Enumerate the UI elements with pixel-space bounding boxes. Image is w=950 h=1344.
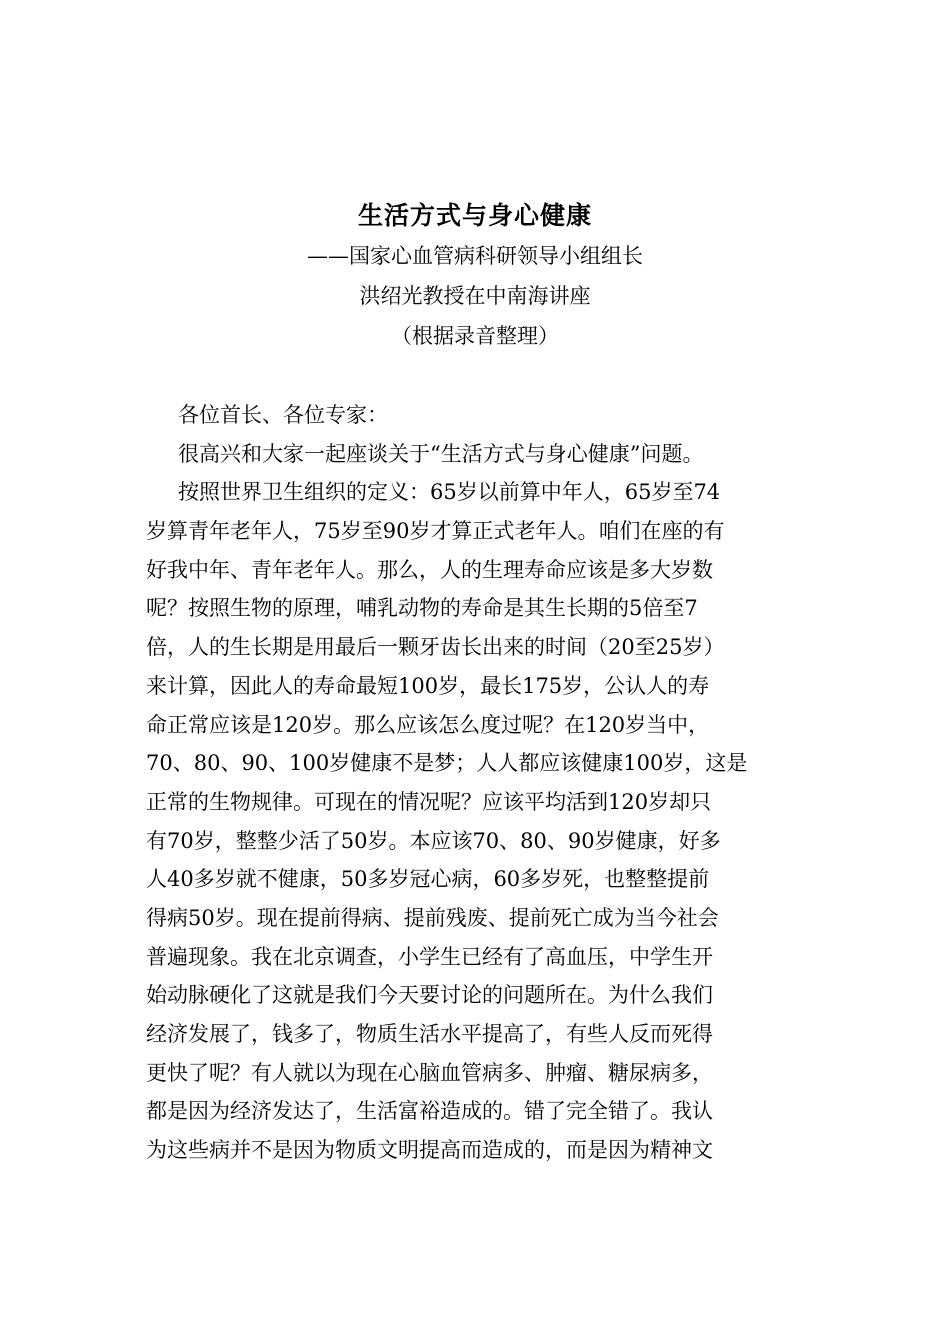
body-line: 命正常应该是120岁。那么应该怎么度过呢？在120岁当中， [146, 712, 710, 737]
body-line: 普遍现象。我在北京调查，小学生已经有了高血压，中学生开 [146, 944, 713, 969]
document-header [0, 196, 950, 356]
subtitle-line-1: ——国家心血管病科研领导小组组长 [307, 244, 643, 268]
document-body [146, 396, 810, 1170]
body-line: 始动脉硬化了这就是我们今天要讨论的问题所在。为什么我们 [146, 983, 713, 1008]
subtitle-line-2: 洪绍光教授在中南海讲座 [359, 284, 591, 308]
body-line: 有70岁，整整少活了50岁。本应该70、80、90岁健康，好多 [146, 828, 721, 853]
body-line: 来计算，因此人的寿命最短100岁，最长175岁，公认人的寿 [146, 673, 710, 698]
body-line: 呢？按照生物的原理，哺乳动物的寿命是其生长期的5倍至7 [146, 596, 698, 621]
intro-line: 很高兴和大家一起座谈关于“生活方式与身心健康”问题。 [178, 441, 704, 466]
body-line: 按照世界卫生组织的定义：65岁以前算中年人，65岁至74 [178, 480, 721, 505]
body-line: 经济发展了，钱多了，物质生活水平提高了，有些人反而死得 [146, 1022, 713, 1046]
body-line: 人40多岁就不健康，50多岁冠心病，60多岁死，也整整提前 [146, 867, 710, 892]
body-line: 倍，人的生长期是用最后一颗牙齿长出来的时间（20至25岁） [146, 635, 725, 660]
body-line: 为这些病并不是因为物质文明提高而造成的，而是因为精神文 [146, 1138, 713, 1163]
body-line: 得病50岁。现在提前得病、提前残废、提前死亡成为当今社会 [146, 905, 719, 930]
greeting-line: 各位首长、各位专家： [178, 403, 388, 427]
subtitle-line-3: （根据录音整理） [391, 324, 559, 348]
body-line: 岁算青年老年人，75岁至90岁才算正式老年人。咱们在座的有 [146, 519, 725, 544]
body-line: 更快了呢？有人就以为现在心脑血管病多、肿瘤、糖尿病多， [146, 1060, 713, 1085]
body-line: 好我中年、青年老年人。那么，人的生理寿命应该是多大岁数 [146, 557, 713, 582]
body-line: 正常的生物规律。可现在的情况呢？应该平均活到120岁却只 [146, 789, 712, 814]
body-line: 都是因为经济发达了，生活富裕造成的。错了完全错了。我认 [146, 1099, 713, 1124]
body-line: 70、80、90、100岁健康不是梦；人人都应该健康100岁，这是 [146, 751, 748, 776]
document-title: 生活方式与身心健康 [357, 201, 592, 230]
